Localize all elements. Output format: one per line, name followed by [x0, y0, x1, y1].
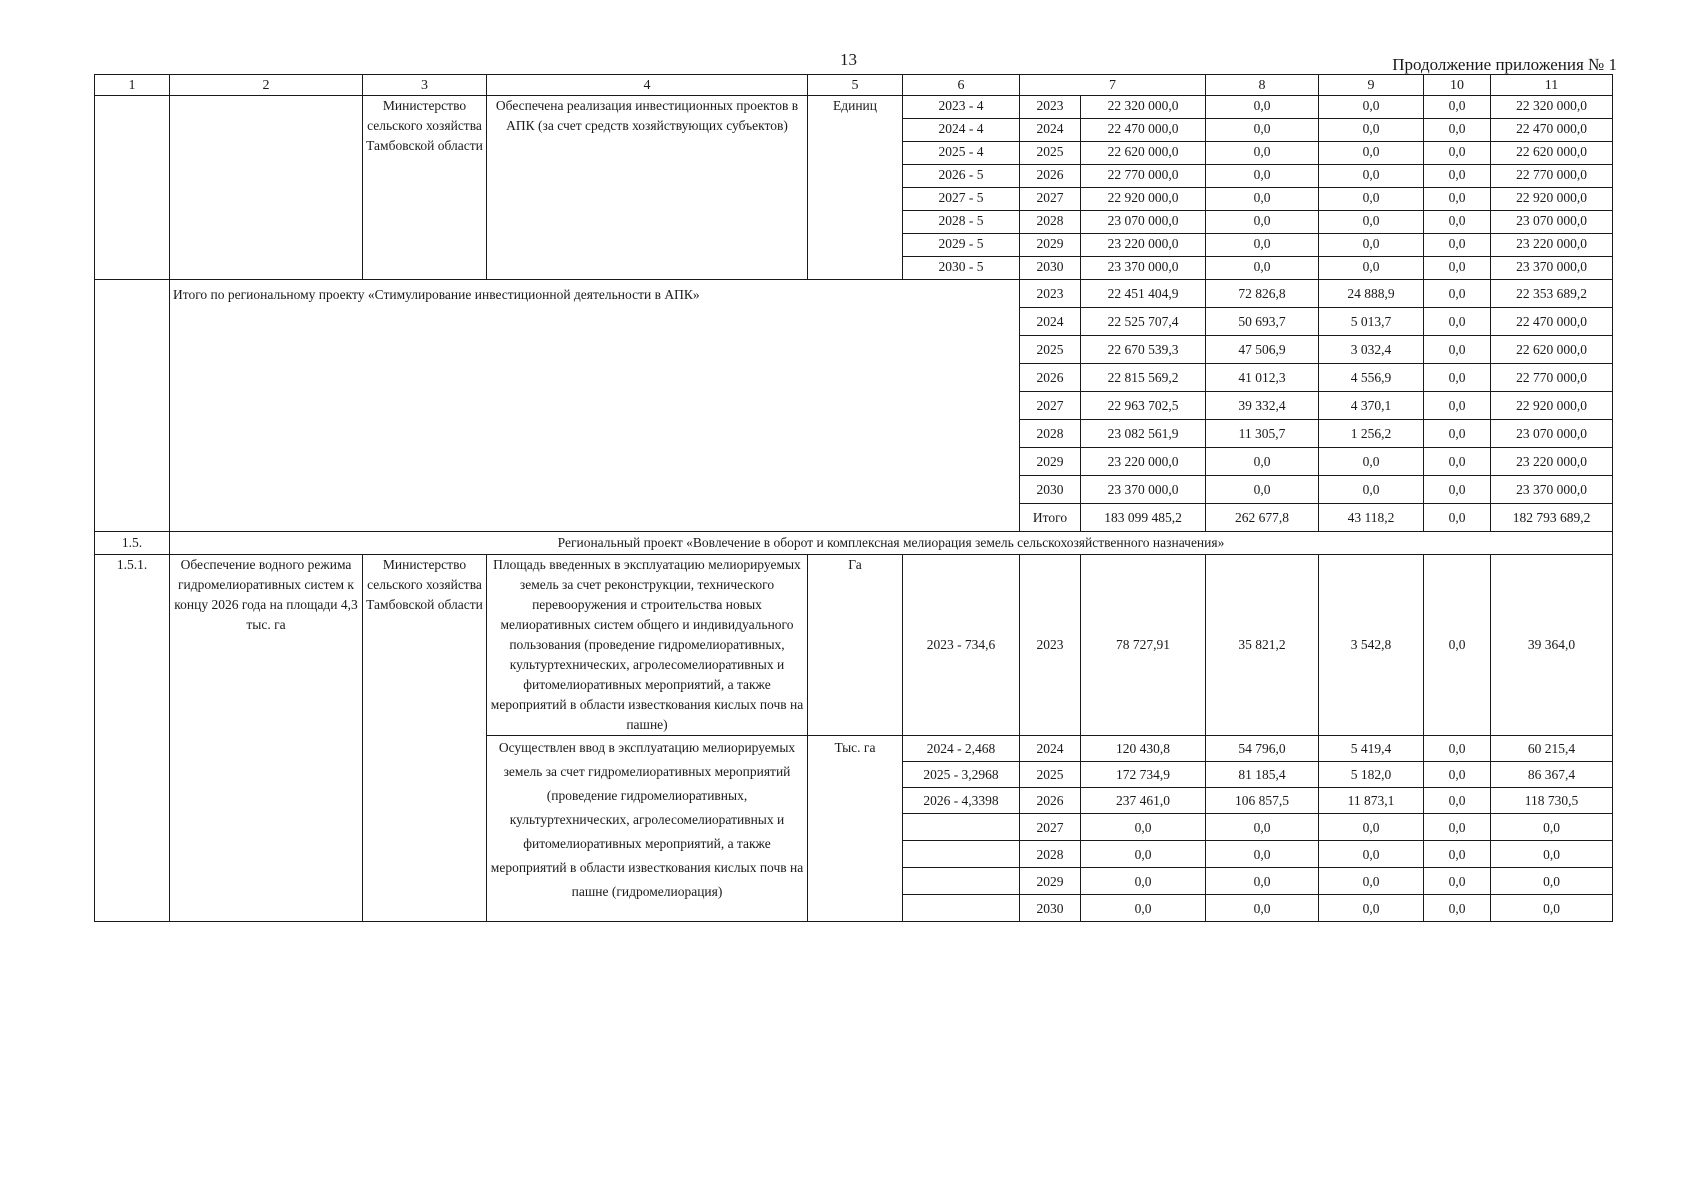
value-cell: 23 370 000,0 — [1491, 257, 1613, 280]
value-cell: 23 220 000,0 — [1081, 448, 1206, 476]
value-cell: 22 770 000,0 — [1491, 364, 1613, 392]
appendix-table — [94, 74, 1613, 922]
value-cell: 0,0 — [1424, 555, 1491, 736]
value-cell: 0,0 — [1424, 420, 1491, 448]
header-cell: 11 — [1491, 75, 1613, 96]
value-cell: 22 920 000,0 — [1491, 188, 1613, 211]
target-cell: 2026 - 5 — [903, 165, 1020, 188]
year-cell: 2026 — [1020, 788, 1081, 814]
value-cell: 0,0 — [1319, 814, 1424, 841]
value-cell: 183 099 485,2 — [1081, 504, 1206, 532]
value-cell: 106 857,5 — [1206, 788, 1319, 814]
value-cell: 22 620 000,0 — [1491, 336, 1613, 364]
value-cell: 22 963 702,5 — [1081, 392, 1206, 420]
empty-cell — [170, 96, 363, 280]
indicator-cell: Площадь введенных в эксплуатацию мелиорируемых земель за счет реконструкции, технического перевооружения и строительства новых мелиоративных систем общего и индивидуального пользования (проведение гидромелиоративных, культуртехнических, агролесомелиоративных и фитомелиоративных мероприятий, а также мероприятий в области известкования кислых почв на пашне) — [487, 555, 808, 736]
unit-cell: Тыс. га — [808, 736, 903, 922]
value-cell: 35 821,2 — [1206, 555, 1319, 736]
value-cell: 0,0 — [1424, 336, 1491, 364]
value-cell: 22 525 707,4 — [1081, 308, 1206, 336]
target-cell: 2030 - 5 — [903, 257, 1020, 280]
value-cell: 5 013,7 — [1319, 308, 1424, 336]
value-cell: 0,0 — [1424, 165, 1491, 188]
value-cell: 0,0 — [1424, 392, 1491, 420]
value-cell: 0,0 — [1424, 736, 1491, 762]
value-cell: 0,0 — [1206, 476, 1319, 504]
year-cell: 2024 — [1020, 119, 1081, 142]
year-cell: 2030 — [1020, 895, 1081, 922]
value-cell: 43 118,2 — [1319, 504, 1424, 532]
value-cell: 23 220 000,0 — [1081, 234, 1206, 257]
value-cell: 22 451 404,9 — [1081, 280, 1206, 308]
target-cell: 2029 - 5 — [903, 234, 1020, 257]
value-cell: 22 620 000,0 — [1081, 142, 1206, 165]
value-cell: 237 461,0 — [1081, 788, 1206, 814]
header-cell: 7 — [1020, 75, 1206, 96]
value-cell: 5 419,4 — [1319, 736, 1424, 762]
value-cell: 81 185,4 — [1206, 762, 1319, 788]
value-cell: 0,0 — [1206, 814, 1319, 841]
value-cell: 23 082 561,9 — [1081, 420, 1206, 448]
value-cell: 23 070 000,0 — [1491, 211, 1613, 234]
year-cell: 2029 — [1020, 234, 1081, 257]
header-cell: 9 — [1319, 75, 1424, 96]
header-cell: 2 — [170, 75, 363, 96]
year-cell: 2026 — [1020, 364, 1081, 392]
header-cell: 3 — [363, 75, 487, 96]
value-cell: 0,0 — [1424, 142, 1491, 165]
value-cell: 54 796,0 — [1206, 736, 1319, 762]
value-cell: 0,0 — [1424, 280, 1491, 308]
value-cell: 0,0 — [1206, 211, 1319, 234]
value-cell: 78 727,91 — [1081, 555, 1206, 736]
unit-cell: Единиц — [808, 96, 903, 280]
target-cell: 2026 - 4,3398 — [903, 788, 1020, 814]
value-cell: 0,0 — [1206, 841, 1319, 868]
value-cell: 0,0 — [1424, 895, 1491, 922]
value-cell: 22 920 000,0 — [1081, 188, 1206, 211]
value-cell: 0,0 — [1424, 788, 1491, 814]
year-cell: 2030 — [1020, 476, 1081, 504]
year-cell: 2023 — [1020, 555, 1081, 736]
target-cell: 2025 - 4 — [903, 142, 1020, 165]
target-cell: 2024 - 2,468 — [903, 736, 1020, 762]
value-cell: 22 770 000,0 — [1491, 165, 1613, 188]
value-cell: 23 220 000,0 — [1491, 448, 1613, 476]
header-cell: 6 — [903, 75, 1020, 96]
value-cell: 22 670 539,3 — [1081, 336, 1206, 364]
value-cell: 72 826,8 — [1206, 280, 1319, 308]
executor-cell: Министерство сельского хозяйства Тамбовской области — [363, 555, 487, 922]
value-cell: 22 920 000,0 — [1491, 392, 1613, 420]
year-cell: 2026 — [1020, 165, 1081, 188]
value-cell: 0,0 — [1319, 868, 1424, 895]
year-cell: 2025 — [1020, 336, 1081, 364]
value-cell: 22 320 000,0 — [1081, 96, 1206, 119]
value-cell: 86 367,4 — [1491, 762, 1613, 788]
continuation-label: Продолжение приложения № 1 — [1392, 55, 1617, 74]
value-cell: 0,0 — [1206, 448, 1319, 476]
value-cell: 0,0 — [1424, 188, 1491, 211]
value-cell: 22 470 000,0 — [1491, 308, 1613, 336]
value-cell: 0,0 — [1319, 841, 1424, 868]
value-cell: 50 693,7 — [1206, 308, 1319, 336]
year-cell: 2023 — [1020, 280, 1081, 308]
section-title: Региональный проект «Вовлечение в оборот и комплексная мелиорация земель сельскохозяйственного назначения» — [170, 532, 1613, 555]
value-cell: 39 364,0 — [1491, 555, 1613, 736]
year-cell: 2027 — [1020, 392, 1081, 420]
value-cell: 11 305,7 — [1206, 420, 1319, 448]
value-cell: 0,0 — [1206, 188, 1319, 211]
value-cell: 23 370 000,0 — [1491, 476, 1613, 504]
value-cell: 23 370 000,0 — [1081, 476, 1206, 504]
value-cell: 0,0 — [1206, 868, 1319, 895]
value-cell: 0,0 — [1319, 257, 1424, 280]
executor-cell: Министерство сельского хозяйства Тамбовской области — [363, 96, 487, 280]
value-cell: 22 470 000,0 — [1491, 119, 1613, 142]
value-cell: 5 182,0 — [1319, 762, 1424, 788]
value-cell: 0,0 — [1424, 504, 1491, 532]
value-cell: 0,0 — [1319, 211, 1424, 234]
value-cell: 0,0 — [1081, 895, 1206, 922]
indicator-cell: Обеспечена реализация инвестиционных проектов в АПК (за счет средств хозяйствующих субъектов) — [487, 96, 808, 280]
value-cell: 22 620 000,0 — [1491, 142, 1613, 165]
value-cell: 23 220 000,0 — [1491, 234, 1613, 257]
target-cell: 2023 - 4 — [903, 96, 1020, 119]
year-cell: Итого — [1020, 504, 1081, 532]
value-cell: 0,0 — [1424, 841, 1491, 868]
value-cell: 0,0 — [1491, 868, 1613, 895]
value-cell: 0,0 — [1319, 895, 1424, 922]
target-cell: 2027 - 5 — [903, 188, 1020, 211]
value-cell: 24 888,9 — [1319, 280, 1424, 308]
value-cell: 47 506,9 — [1206, 336, 1319, 364]
value-cell: 0,0 — [1206, 234, 1319, 257]
value-cell: 22 470 000,0 — [1081, 119, 1206, 142]
target-cell — [903, 841, 1020, 868]
table-row — [95, 96, 1613, 119]
target-cell: 2028 - 5 — [903, 211, 1020, 234]
target-cell: 2024 - 4 — [903, 119, 1020, 142]
value-cell: 172 734,9 — [1081, 762, 1206, 788]
year-cell: 2025 — [1020, 142, 1081, 165]
header-cell: 10 — [1424, 75, 1491, 96]
page-number: 13 — [840, 50, 857, 69]
value-cell: 23 370 000,0 — [1081, 257, 1206, 280]
value-cell: 0,0 — [1319, 234, 1424, 257]
value-cell: 0,0 — [1081, 814, 1206, 841]
value-cell: 0,0 — [1206, 257, 1319, 280]
value-cell: 0,0 — [1424, 234, 1491, 257]
value-cell: 0,0 — [1081, 868, 1206, 895]
value-cell: 1 256,2 — [1319, 420, 1424, 448]
value-cell: 60 215,4 — [1491, 736, 1613, 762]
value-cell: 22 815 569,2 — [1081, 364, 1206, 392]
value-cell: 0,0 — [1206, 96, 1319, 119]
value-cell: 0,0 — [1319, 188, 1424, 211]
value-cell: 0,0 — [1491, 814, 1613, 841]
header-cell: 8 — [1206, 75, 1319, 96]
value-cell: 4 556,9 — [1319, 364, 1424, 392]
value-cell: 0,0 — [1424, 814, 1491, 841]
year-cell: 2024 — [1020, 736, 1081, 762]
year-cell: 2024 — [1020, 308, 1081, 336]
year-cell: 2028 — [1020, 841, 1081, 868]
value-cell: 0,0 — [1491, 841, 1613, 868]
value-cell: 0,0 — [1319, 165, 1424, 188]
target-cell — [903, 868, 1020, 895]
value-cell: 3 032,4 — [1319, 336, 1424, 364]
year-cell: 2029 — [1020, 448, 1081, 476]
value-cell: 0,0 — [1424, 364, 1491, 392]
value-cell: 23 070 000,0 — [1081, 211, 1206, 234]
value-cell: 0,0 — [1424, 257, 1491, 280]
value-cell: 118 730,5 — [1491, 788, 1613, 814]
value-cell: 262 677,8 — [1206, 504, 1319, 532]
section-row — [95, 532, 1613, 555]
value-cell: 0,0 — [1206, 895, 1319, 922]
header-cell: 5 — [808, 75, 903, 96]
value-cell: 22 353 689,2 — [1491, 280, 1613, 308]
value-cell: 0,0 — [1424, 96, 1491, 119]
item-name: Обеспечение водного режима гидромелиоративных систем к концу 2026 года на площади 4,3 тыс. га — [170, 555, 363, 922]
value-cell: 3 542,8 — [1319, 555, 1424, 736]
value-cell: 0,0 — [1424, 448, 1491, 476]
year-cell: 2029 — [1020, 868, 1081, 895]
item-number: 1.5.1. — [95, 555, 170, 922]
value-cell: 0,0 — [1319, 142, 1424, 165]
empty-cell — [95, 280, 170, 532]
year-cell: 2030 — [1020, 257, 1081, 280]
target-cell — [903, 814, 1020, 841]
year-cell: 2025 — [1020, 762, 1081, 788]
year-cell: 2027 — [1020, 814, 1081, 841]
value-cell: 0,0 — [1424, 762, 1491, 788]
empty-cell — [95, 96, 170, 280]
header-row — [95, 75, 1613, 96]
value-cell: 22 320 000,0 — [1491, 96, 1613, 119]
target-cell: 2025 - 3,2968 — [903, 762, 1020, 788]
value-cell: 0,0 — [1206, 142, 1319, 165]
unit-cell: Га — [808, 555, 903, 736]
value-cell: 0,0 — [1491, 895, 1613, 922]
total-row — [95, 280, 1613, 308]
target-cell — [903, 895, 1020, 922]
total-label: Итого по региональному проекту «Стимулирование инвестиционной деятельности в АПК» — [170, 280, 1020, 532]
value-cell: 0,0 — [1424, 119, 1491, 142]
indicator-cell: Осуществлен ввод в эксплуатацию мелиорируемых земель за счет гидромелиоративных мероприятий (проведение гидромелиоративных, культуртехнических, агролесомелиоративных и фитомелиоративных мероприятий, а также мероприятий в области известкования кислых почв на пашне (гидромелиорация) — [487, 736, 808, 922]
value-cell: 23 070 000,0 — [1491, 420, 1613, 448]
value-cell: 0,0 — [1424, 211, 1491, 234]
value-cell: 0,0 — [1319, 119, 1424, 142]
value-cell: 4 370,1 — [1319, 392, 1424, 420]
value-cell: 0,0 — [1319, 96, 1424, 119]
year-cell: 2023 — [1020, 96, 1081, 119]
target-cell: 2023 - 734,6 — [903, 555, 1020, 736]
value-cell: 120 430,8 — [1081, 736, 1206, 762]
value-cell: 0,0 — [1424, 476, 1491, 504]
value-cell: 0,0 — [1206, 119, 1319, 142]
table-row — [95, 555, 1613, 736]
value-cell: 11 873,1 — [1319, 788, 1424, 814]
value-cell: 39 332,4 — [1206, 392, 1319, 420]
header-cell: 1 — [95, 75, 170, 96]
value-cell: 0,0 — [1319, 476, 1424, 504]
year-cell: 2028 — [1020, 420, 1081, 448]
value-cell: 0,0 — [1206, 165, 1319, 188]
year-cell: 2027 — [1020, 188, 1081, 211]
value-cell: 182 793 689,2 — [1491, 504, 1613, 532]
value-cell: 0,0 — [1319, 448, 1424, 476]
section-number: 1.5. — [95, 532, 170, 555]
value-cell: 41 012,3 — [1206, 364, 1319, 392]
value-cell: 0,0 — [1424, 868, 1491, 895]
header-cell: 4 — [487, 75, 808, 96]
value-cell: 0,0 — [1424, 308, 1491, 336]
value-cell: 0,0 — [1081, 841, 1206, 868]
value-cell: 22 770 000,0 — [1081, 165, 1206, 188]
year-cell: 2028 — [1020, 211, 1081, 234]
